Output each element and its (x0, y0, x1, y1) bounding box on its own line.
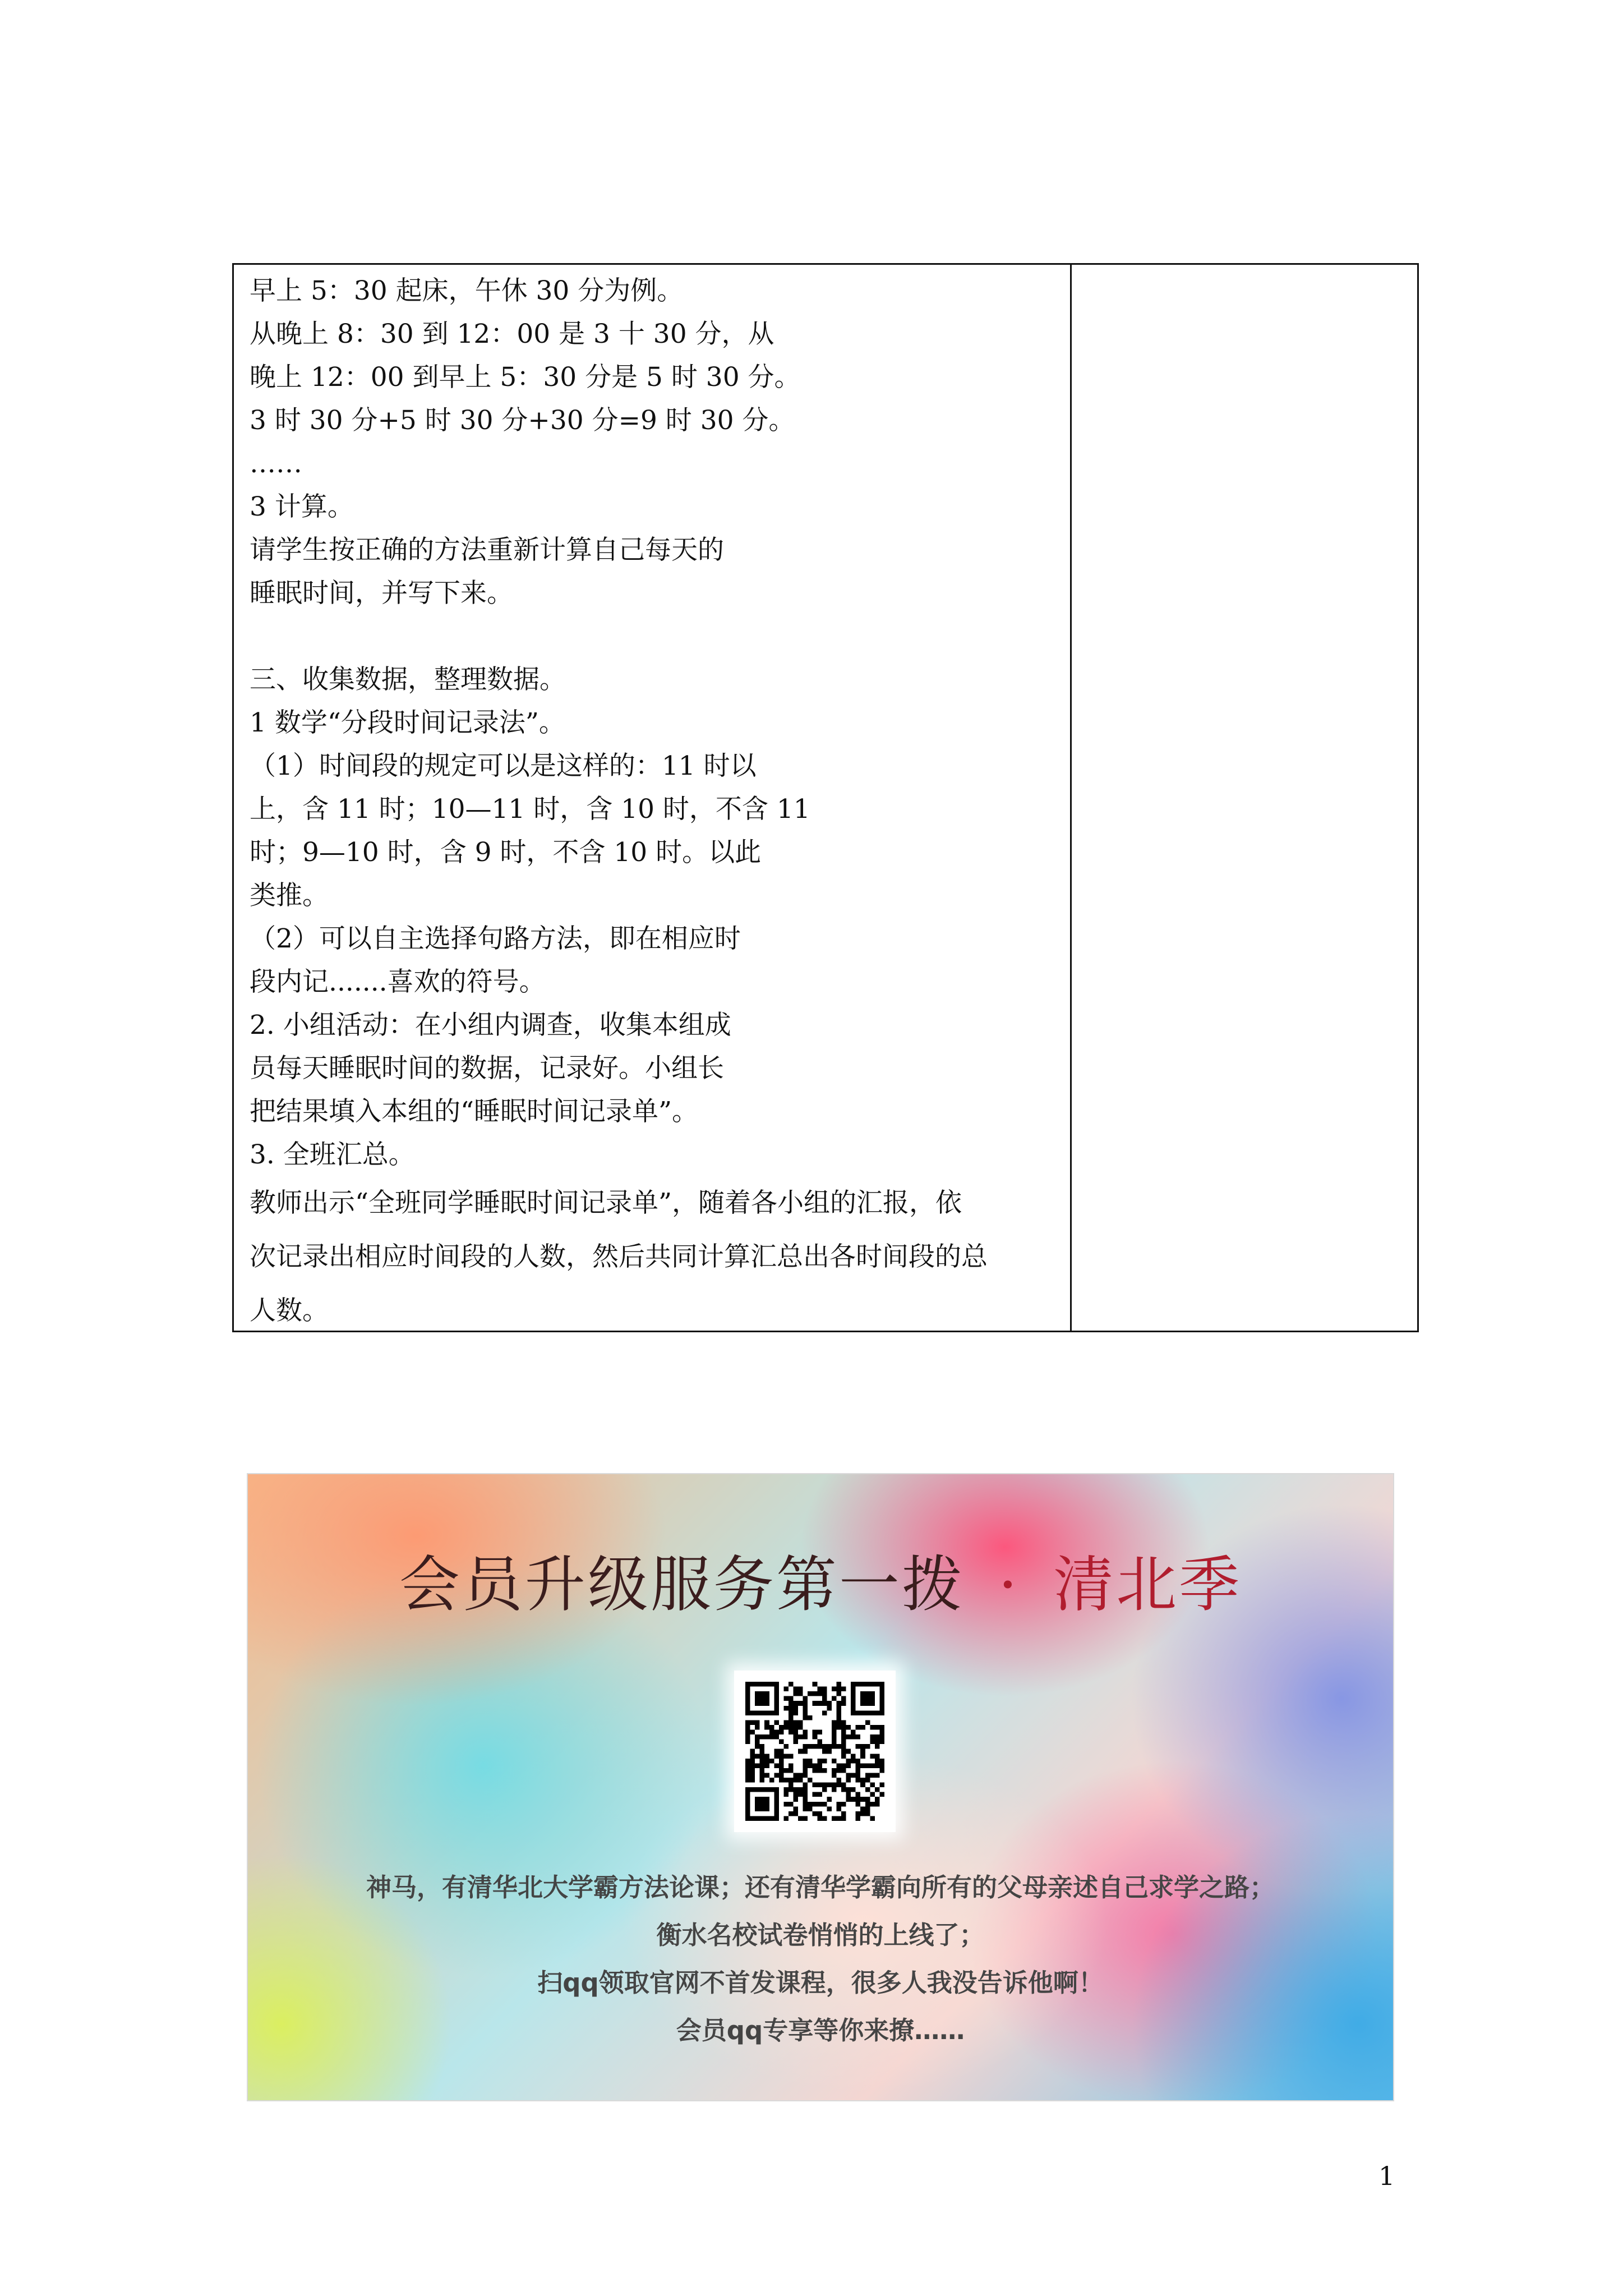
blank-line (250, 615, 1070, 658)
lesson-table (232, 263, 1419, 1332)
lesson-line: 段内记.......喜欢的符号。 (250, 967, 546, 997)
lesson-line: 早上 5：30 起床，午休 30 分为例。 (250, 275, 684, 306)
lesson-line: 类推。 (250, 880, 329, 911)
lesson-line: 次记录出相应时间段的人数，然后共同计算汇总出各时间段的总 (250, 1241, 988, 1272)
section-heading: 三、收集数据，整理数据。 (250, 664, 566, 695)
banner-title (248, 1536, 1393, 1623)
lesson-line: 员每天睡眠时间的数据，记录好。小组长 (250, 1053, 724, 1084)
lesson-line: 时；9—10 时，含 9 时，不含 10 时。以此 (250, 837, 762, 868)
lesson-line: （2）可以自主选择句路方法，即在相应时 (250, 923, 741, 954)
lesson-line: 2. 小组活动：在小组内调查，收集本组成 (250, 1010, 731, 1041)
page-number: 1 (1378, 2161, 1395, 2191)
lesson-line: 睡眠时间，并写下来。 (250, 578, 513, 609)
notes-cell (1072, 265, 1417, 1331)
lesson-line: （1）时间段的规定可以是这样的：11 时以 (250, 751, 757, 781)
lesson-line: 从晚上 8：30 到 12：00 是 3 十 30 分，从 (250, 319, 774, 349)
banner-title-highlight: 清北季 (1053, 1550, 1242, 1620)
lesson-line: 教师出示“全班同学睡眠时间记录单”，随着各小组的汇报，依 (250, 1188, 962, 1218)
lesson-line: 请学生按正确的方法重新计算自己每天的 (250, 535, 724, 565)
banner-title-main: 会员升级服务第一拨 (399, 1550, 965, 1620)
lesson-line: 3. 全班汇总。 (250, 1139, 415, 1170)
lesson-line: …… (250, 448, 302, 479)
promo-line: 扫qq领取官网不首发课程，很多人我没告诉他啊！ (537, 1968, 1104, 1998)
promo-line: 神马，有清华北大学霸方法论课；还有清华学霸向所有的父母亲述自己求学之路； (366, 1872, 1275, 1902)
banner-title-dot: · (998, 1550, 1020, 1620)
lesson-line: 把结果填入本组的“睡眠时间记录单”。 (250, 1096, 699, 1127)
qr-code-icon[interactable] (734, 1671, 896, 1832)
lesson-line: 3 时 30 分+5 时 30 分+30 分=9 时 30 分。 (250, 405, 795, 436)
promo-line: 衡水名校试卷悄悄的上线了； (656, 1920, 985, 1950)
lesson-line: 人数。 (250, 1295, 329, 1326)
lesson-content-cell (234, 265, 1072, 1331)
lesson-line: 3 计算。 (250, 491, 354, 522)
lesson-line: 1 数学“分段时间记录法”。 (250, 707, 565, 738)
lesson-line: 上，含 11 时；10—11 时，含 10 时，不含 11 (250, 794, 810, 825)
promo-banner[interactable] (247, 1473, 1394, 2101)
lesson-line: 晚上 12：00 到早上 5：30 分是 5 时 30 分。 (250, 362, 801, 393)
promo-line: 会员qq专享等你来撩…… (676, 2016, 965, 2045)
